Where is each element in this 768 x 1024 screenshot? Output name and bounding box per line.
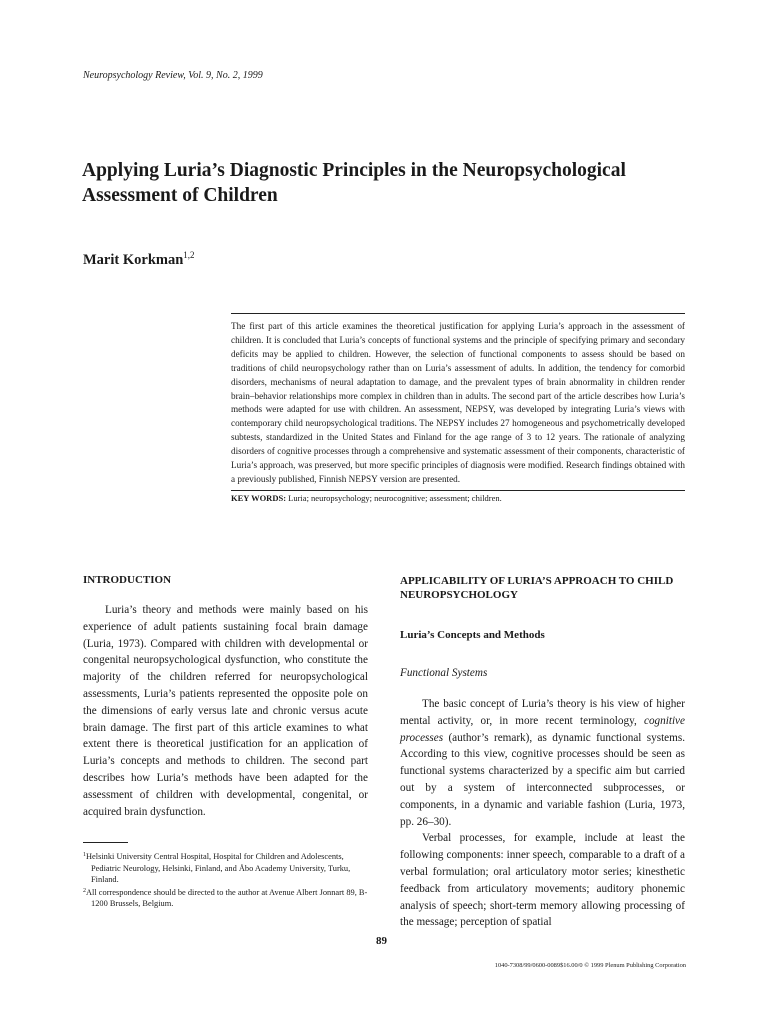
footnote [83, 886, 368, 910]
keywords-line [231, 491, 685, 504]
introduction-heading: INTRODUCTION [83, 574, 172, 586]
abstract-text: The first part of this article examines the theoretical justification for applying Luria’s approach in the assessment of children. It is concluded that Luria’s concepts of functional systems and the principle of specifying primary and secondary deficits may be applied to children. However, the selection of functional components to assess should be based on traditions of child neuropsychology rather than on Luria’s assessment of adults. In addition, the tendency for comorbid disorders, mechanisms of neural adaptation to damage, and the prevalent types of brain abnormality in children render brain–behavior relationships more complex in children than in adults. The second part of the article describes how Luria’s methods were adapted for use with children. An assessment, NEPSY, was developed by integrating Luria’s views with contemporary child neuropsychological traditions. The NEPSY includes 27 homogeneous and psychometrically developed subtests, standardized in the United States and Finland for the age range of 3 to 12 years. The rationale of analyzing disorders of cognitive processes through a comprehensive and systematic assessment of their components, characteristic of Luria’s approach, was preserved, but more specific principles of diagnosis were modified. Research findings obtained with a previously published, Finnish NEPSY version are presented. [231, 321, 685, 484]
footnote-text: Helsinki University Central Hospital, Hospital for Children and Adolescents, Pediatric Neurology, Helsinki, Finland, and Åbo Academy University, Turku, Finland. [86, 852, 351, 885]
italic-term: cognitive processes [400, 714, 685, 744]
paragraph-text-part: (author’s remark), as dynamic functional systems. According to this view, cognitive processes should be seen as functional systems characterized by a specific aim but carried out by a system of interconnected subprocesses, or components, in a dynamic and variable fashion (Luria, 1973, pp. 26–30). [400, 731, 685, 828]
paragraph-text-part: The basic concept of Luria’s theory is his view of higher mental activity, or, in more recent terminology, [400, 698, 685, 727]
functional-systems-subheading: Functional Systems [400, 667, 488, 679]
footnote-mark: 1 [83, 852, 86, 858]
applicability-heading: APPLICABILITY OF LURIA’S APPROACH TO CHILD NEUROPSYCHOLOGY [400, 575, 674, 601]
footnote [83, 850, 368, 886]
footnote-text: All correspondence should be directed to the author at Avenue Albert Jonnart 89, B-1200 Brussels, Belgium. [86, 887, 368, 909]
functional-systems-paragraph [400, 696, 685, 830]
applicability-column [400, 696, 685, 931]
author-line [83, 250, 195, 269]
page-number: 89 [376, 935, 387, 947]
article-title: Applying Luria’s Diagnostic Principles in the Neuropsychological Assessment of Children [82, 160, 626, 206]
footnote-mark: 2 [83, 887, 86, 894]
abstract-block [231, 313, 685, 504]
author-affiliation-marks: 1,2 [183, 250, 195, 260]
footnote-rule [83, 842, 128, 843]
keywords-text: Luria; neuropsychology; neurocognitive; assessment; children. [288, 492, 502, 503]
concepts-subheading: Luria’s Concepts and Methods [400, 629, 545, 641]
author-name: Marit Korkman [83, 252, 184, 268]
footnotes [83, 850, 368, 910]
keywords-label: KEY WORDS: [231, 492, 287, 503]
introduction-column [83, 602, 368, 820]
copyright-line: 1040-7308/99/0600-0089$16.00/0 © 1999 Plenum Publishing Corporation [494, 962, 686, 969]
introduction-paragraph: Luria’s theory and methods were mainly based on his experience of adult patients sustaining focal brain damage (Luria, 1973). Compared with children with developmental or congenital neuropsychological dysfunction, who constitute the majority of the children referred for neuropsychological assessments, Luria’s patients represented the opposite pole on the dimensions of early versus late and chronic versus acute brain damage. The first part of this article examines to what extent there is theoretical justification for an application of Luria’s concepts and methods to children. The second part describes how Luria’s methods have been adapted for the assessment of children with developmental, congenital, or acquired brain dysfunction. [83, 604, 368, 818]
journal-citation: Neuropsychology Review, Vol. 9, No. 2, 1999 [83, 70, 263, 81]
verbal-processes-paragraph: Verbal processes, for example, include at least the following components: inner speech, comparable to a draft of a verbal formulation; oral articulatory motor series; kinesthetic feedback from articulatory movements; auditory phonemic analysis of speech; short-term memory allowing processing of the message; perception of spatial [400, 832, 685, 929]
